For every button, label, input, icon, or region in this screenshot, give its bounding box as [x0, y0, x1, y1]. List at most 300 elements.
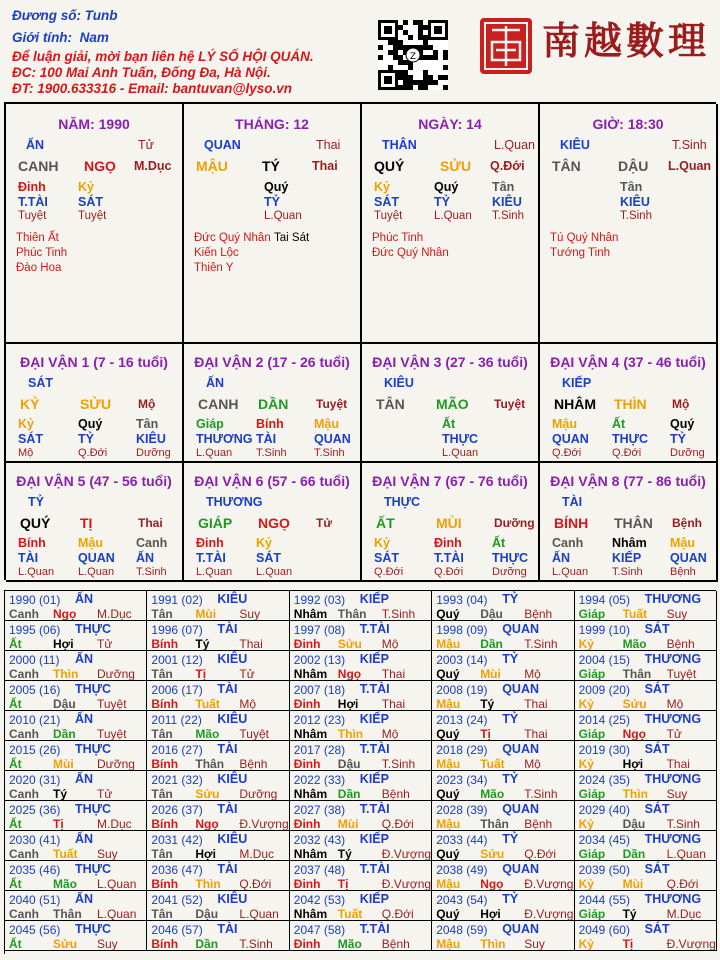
hidden-ten-god: SÁT: [78, 195, 103, 209]
year-label: 2011 (22): [151, 713, 202, 727]
year-ten-god: QUAN: [502, 682, 539, 696]
year-stem: Giáp: [578, 847, 606, 861]
special-star: Phúc Tinh: [372, 232, 424, 244]
dai-van-stem: KỶ: [20, 396, 40, 412]
year-phase: T.Sinh: [524, 787, 558, 801]
year-phase: M.Dục: [239, 847, 275, 861]
year-cell: [147, 621, 289, 651]
year-phase: Suy: [666, 787, 688, 801]
year-label: 2007 (18): [293, 683, 346, 697]
year-ten-god: KIẾP: [359, 832, 389, 846]
year-phase: Mộ: [666, 697, 684, 711]
dai-van-hidden-stem: Bính: [18, 536, 46, 550]
year-stem: Kỷ: [578, 697, 594, 711]
year-cell: [147, 861, 289, 891]
pillar-stem: QUÝ: [374, 158, 405, 174]
hidden-ten-god: TỶ: [434, 195, 450, 209]
special-star-2: Tai Sát: [274, 232, 310, 244]
year-branch: Dậu: [622, 817, 646, 831]
dai-van-ten-god: KIÊU: [384, 376, 414, 390]
year-label: 1994 (05): [578, 593, 630, 607]
dai-van-title: ĐẠI VẬN 4 (37 - 46 tuổi): [550, 354, 706, 370]
year-ten-god: THƯƠNG: [644, 712, 702, 726]
dai-van-hidden-ten-god: SÁT: [256, 551, 281, 565]
year-cell: [147, 801, 289, 831]
year-phase: Thai: [666, 757, 690, 771]
year-ten-god: T.TÀI: [359, 622, 390, 636]
year-phase: Suy: [239, 607, 261, 621]
dai-van-hidden-phase: L.Quan: [442, 447, 479, 459]
year-phase: T.Sinh: [666, 817, 700, 831]
year-label: 2046 (57): [151, 923, 203, 937]
year-ten-god: SÁT: [644, 682, 670, 696]
year-phase: Mộ: [381, 637, 399, 651]
pillar-phase: L.Quan: [494, 138, 536, 152]
year-label: 2048 (59): [436, 923, 488, 937]
year-branch: Mão: [53, 877, 77, 891]
year-ten-god: KIẾP: [359, 592, 389, 606]
year-branch: Ngọ: [195, 817, 219, 831]
dai-van-hidden-stem: Kỷ: [18, 417, 34, 431]
dai-van-hidden-stem: Ất: [612, 417, 626, 431]
dai-van-hidden-stem: Ất: [442, 417, 456, 431]
qr-code-icon[interactable]: [378, 20, 448, 90]
dai-van-hidden-ten-god: KIẾP: [612, 551, 642, 565]
dai-van-cell: [362, 344, 540, 463]
year-cell: [5, 891, 147, 921]
year-ten-god: TÀI: [217, 862, 238, 876]
year-branch: Thìn: [53, 667, 79, 681]
year-branch: Tị: [622, 937, 634, 951]
year-cell: [290, 651, 432, 681]
year-label: 2001 (12): [151, 653, 203, 667]
year-label: 2017 (28): [293, 743, 346, 757]
year-cell: [432, 771, 574, 801]
hidden-stem: Kỷ: [78, 180, 94, 194]
year-phase: Thai: [381, 697, 406, 711]
dai-van-branch: MÃO: [436, 396, 469, 412]
year-ten-god: KIẾP: [359, 892, 389, 906]
year-label: 1999 (10): [578, 623, 630, 637]
year-label: 2026 (37): [151, 803, 203, 817]
hidden-stem: Tân: [492, 180, 515, 194]
year-ten-god: TÀI: [217, 922, 238, 936]
year-phase: L.Quan: [97, 907, 137, 921]
hidden-ten-god: T.TÀI: [18, 195, 48, 209]
year-phase: T.Sinh: [381, 607, 416, 621]
year-stem: Ất: [9, 877, 22, 891]
dai-van-hidden-ten-god: SÁT: [374, 551, 399, 565]
year-stem: Kỷ: [578, 877, 594, 891]
year-phase: Đ.Vượng: [381, 847, 432, 861]
year-stem: Mậu: [436, 637, 461, 651]
hidden-phase: L.Quan: [264, 210, 302, 222]
year-phase: Dưỡng: [239, 787, 278, 801]
year-ten-god: TỶ: [502, 892, 519, 906]
dai-van-stem: CANH: [198, 396, 239, 412]
year-phase: Suy: [97, 937, 118, 951]
dai-van-ten-god: SÁT: [28, 376, 53, 390]
year-stem: Nhâm: [293, 667, 328, 681]
hidden-stem: Quý: [264, 180, 289, 194]
year-label: 2022 (33): [293, 773, 346, 787]
year-stem: Bính: [151, 937, 179, 951]
dai-van-hidden-ten-god: ẤN: [136, 551, 155, 565]
dai-van-hidden-ten-god: TÀI: [256, 432, 277, 446]
dai-van-branch: MÙI: [436, 515, 462, 531]
year-label: 2010 (21): [9, 713, 61, 727]
year-label: 1993 (04): [436, 593, 488, 607]
dai-van-hidden-stem: Kỷ: [256, 536, 272, 550]
contact-line: Để luận giải, mời bạn liên hệ LÝ SỐ HỘI QUÁN.: [12, 49, 314, 64]
dai-van-phase: Tử: [316, 516, 333, 530]
hidden-ten-god: KIÊU: [492, 195, 522, 209]
year-phase: Q.Đới: [381, 907, 414, 921]
year-cell: [5, 591, 147, 621]
year-cell: [290, 921, 432, 951]
dai-van-hidden-ten-god: THỰC: [442, 432, 479, 446]
year-cell: [290, 861, 432, 891]
pillar-phase: T.Sinh: [672, 138, 707, 152]
year-branch: Sửu: [622, 697, 647, 711]
year-ten-god: ẤN: [75, 892, 94, 906]
year-label: 2034 (45): [578, 833, 630, 847]
year-branch: Ngọ: [622, 727, 646, 741]
year-cell: [290, 891, 432, 921]
pillar-stem: TÂN: [552, 158, 581, 174]
year-label: 2000 (11): [9, 653, 60, 667]
year-phase: Tử: [239, 667, 255, 681]
year-ten-god: ẤN: [75, 592, 94, 606]
year-branch: Hợi: [337, 697, 359, 711]
dai-van-hidden-phase: Q.Đới: [78, 447, 108, 459]
year-stem: Canh: [9, 907, 39, 921]
year-branch: Mùi: [337, 817, 359, 831]
hidden-phase: Tuyệt: [78, 210, 107, 222]
year-label: 2002 (13): [293, 653, 346, 667]
dai-van-hidden-ten-god: QUAN: [670, 551, 707, 565]
year-label: 2021 (32): [151, 773, 203, 787]
year-ten-god: KIÊU: [217, 892, 248, 906]
year-phase: Thai: [381, 667, 406, 681]
year-ten-god: TỶ: [502, 712, 519, 726]
year-label: 2016 (27): [151, 743, 203, 757]
pillar-phase: Thai: [316, 138, 341, 152]
year-ten-god: KIẾP: [359, 772, 389, 786]
year-label: 2009 (20): [578, 683, 630, 697]
dai-van-phase: Mộ: [138, 397, 156, 411]
year-stem: Nhâm: [293, 787, 328, 801]
year-phase: Suy: [524, 937, 545, 951]
year-ten-god: THỰC: [75, 802, 112, 816]
year-stem: Kỷ: [578, 937, 594, 951]
dai-van-cell: [362, 463, 540, 582]
dai-van-hidden-ten-god: TỶ: [670, 432, 686, 446]
year-label: 2033 (44): [436, 833, 488, 847]
hidden-ten-god: SÁT: [374, 195, 399, 209]
special-star: Kiến Lộc: [194, 247, 239, 259]
address-line: ĐC: 100 Mai Anh Tuấn, Đống Đa, Hà Nội.: [12, 65, 271, 80]
pillar-branch-phase: L.Quan: [668, 159, 712, 173]
dai-van-cell: [6, 463, 184, 582]
dai-van-hidden-ten-god: THỰC: [492, 551, 529, 565]
pillar-ten-god: ẤN: [26, 138, 45, 152]
year-branch: Tý: [622, 907, 637, 921]
pillar-cell: [6, 104, 184, 344]
year-phase: Đ.Vượng: [524, 907, 574, 921]
year-cell: [432, 591, 574, 621]
year-label: 2038 (49): [436, 863, 488, 877]
year-stem: Canh: [9, 727, 39, 741]
year-cell: [290, 771, 432, 801]
year-stem: Tân: [151, 667, 173, 681]
year-cell: [147, 681, 289, 711]
pillar-branch-phase: Thai: [312, 159, 338, 173]
hidden-phase: T.Sinh: [620, 210, 652, 222]
svg-text:Z: Z: [409, 52, 417, 62]
year-branch: Mão: [480, 787, 505, 801]
dai-van-phase: Tuyệt: [316, 397, 348, 411]
gioi-label: Giới tính:: [12, 30, 73, 45]
dai-van-hidden-stem: Đinh: [434, 536, 462, 550]
dai-van-cell: [184, 463, 362, 582]
year-stem: Tân: [151, 787, 173, 801]
dai-van-hidden-stem: Canh: [136, 536, 168, 550]
ten-line: [12, 8, 117, 23]
header: [0, 0, 720, 100]
dai-van-branch: TỊ: [80, 515, 93, 531]
year-ten-god: THƯƠNG: [644, 772, 702, 786]
year-stem: Bính: [151, 757, 179, 771]
year-label: 2028 (39): [436, 803, 488, 817]
year-label: 1998 (09): [436, 623, 488, 637]
dai-van-hidden-phase: L.Quan: [196, 566, 233, 578]
year-label: 2003 (14): [436, 653, 488, 667]
year-branch: Tý: [195, 637, 210, 651]
ten-label: Đương số:: [12, 8, 81, 23]
year-branch: Tuất: [622, 607, 648, 621]
dai-van-hidden-stem: Mậu: [552, 417, 577, 431]
year-branch: Tị: [337, 877, 349, 891]
year-branch: Tuất: [53, 847, 78, 861]
year-label: 1997 (08): [293, 623, 346, 637]
year-label: 2014 (25): [578, 713, 630, 727]
year-phase: Bệnh: [524, 607, 553, 621]
year-label: 1991 (02): [151, 593, 203, 607]
dai-van-hidden-ten-god: QUAN: [552, 432, 589, 446]
dai-van-branch: SỬU: [80, 396, 112, 412]
year-label: 2019 (30): [578, 743, 630, 757]
dai-van-phase: Tuyệt: [494, 397, 526, 411]
year-branch: Sửu: [337, 637, 362, 651]
year-ten-god: KIẾP: [359, 712, 389, 726]
year-stem: Mậu: [436, 937, 461, 951]
year-label: 2039 (50): [578, 863, 630, 877]
year-phase: Đ.Vượng: [524, 877, 574, 891]
year-ten-god: KIÊU: [217, 592, 248, 606]
year-ten-god: ẤN: [75, 772, 94, 786]
year-branch: Dậu: [337, 757, 361, 771]
year-ten-god: THỰC: [75, 862, 112, 876]
year-branch: Mão: [622, 637, 647, 651]
year-cell: [147, 831, 289, 861]
year-ten-god: TỶ: [502, 592, 519, 606]
year-label: 2032 (43): [293, 833, 346, 847]
year-phase: L.Quan: [666, 847, 706, 861]
dai-van-hidden-phase: T.Sinh: [256, 447, 287, 459]
year-branch: Ngọ: [337, 667, 362, 681]
dai-van-hidden-stem: Tân: [136, 417, 159, 431]
year-label: 2004 (15): [578, 653, 630, 667]
year-cell: [575, 831, 717, 861]
year-ten-god: QUAN: [502, 742, 539, 756]
year-stem: Mậu: [436, 817, 461, 831]
year-stem: Kỷ: [578, 637, 594, 651]
year-ten-god: KIÊU: [217, 652, 248, 666]
year-ten-god: ẤN: [75, 832, 94, 846]
special-star: Phúc Tinh: [16, 247, 68, 259]
year-cell: [290, 711, 432, 741]
year-ten-god: SÁT: [644, 862, 670, 876]
year-cell: [575, 891, 717, 921]
year-ten-god: QUAN: [502, 862, 539, 876]
hidden-phase: Tuyệt: [374, 210, 403, 222]
year-stem: Bính: [151, 637, 179, 651]
year-cell: [5, 741, 147, 771]
gioi-value: Nam: [79, 30, 109, 45]
year-ten-god: QUAN: [502, 622, 539, 636]
year-phase: Tuyệt: [239, 727, 269, 741]
year-branch: Thìn: [337, 727, 364, 741]
year-branch: Tý: [337, 847, 352, 861]
year-cell: [432, 831, 574, 861]
year-cell: [575, 801, 717, 831]
dai-van-hidden-stem: Kỷ: [374, 536, 390, 550]
year-stem: Tân: [151, 847, 173, 861]
year-stem: Mậu: [436, 877, 461, 891]
dai-van-stem: QUÝ: [20, 515, 51, 531]
year-ten-god: QUAN: [502, 802, 539, 816]
year-cell: [5, 681, 147, 711]
year-ten-god: THƯƠNG: [644, 892, 702, 906]
year-cell: [5, 831, 147, 861]
year-ten-god: T.TÀI: [359, 682, 390, 696]
year-label: 2041 (52): [151, 893, 203, 907]
gioi-line: [12, 30, 109, 45]
dai-van-hidden-phase: Q.Đới: [434, 566, 464, 578]
pillar-branch: TÝ: [262, 158, 280, 174]
year-label: 2043 (54): [436, 893, 488, 907]
year-branch: Mùi: [53, 757, 74, 771]
year-ten-god: THỰC: [75, 622, 112, 636]
year-ten-god: SÁT: [644, 922, 670, 936]
year-cell: [5, 861, 147, 891]
year-branch: Dần: [480, 637, 503, 651]
pillar-branch-phase: Q.Đới: [490, 159, 525, 173]
year-phase: Bệnh: [381, 937, 410, 951]
year-cell: [575, 921, 717, 951]
hidden-phase: T.Sinh: [492, 210, 524, 222]
dai-van-hidden-phase: L.Quan: [78, 566, 115, 578]
year-branch: Tuất: [195, 697, 220, 711]
year-ten-god: T.TÀI: [359, 802, 390, 816]
year-label: 2027 (38): [293, 803, 346, 817]
dai-van-ten-god: THỰC: [384, 495, 421, 509]
dai-van-cell: [6, 344, 184, 463]
year-cell: [575, 711, 717, 741]
year-cell: [575, 861, 717, 891]
dai-van-stem: ẤT: [376, 515, 395, 531]
year-cell: [147, 891, 289, 921]
year-cell: [147, 771, 289, 801]
year-phase: Tử: [97, 787, 113, 801]
special-star: Đào Hoa: [16, 262, 62, 274]
year-cell: [147, 741, 289, 771]
year-phase: M.Dục: [97, 817, 132, 831]
year-label: 2040 (51): [9, 893, 61, 907]
year-ten-god: TỶ: [502, 832, 519, 846]
year-phase: T.Sinh: [524, 637, 558, 651]
brand-logo-text: 南越數理: [542, 18, 711, 63]
year-ten-god: T.TÀI: [359, 862, 390, 876]
year-stem: Nhâm: [293, 847, 328, 861]
year-cell: [432, 711, 574, 741]
dai-van-stem: BÍNH: [554, 515, 589, 531]
dai-van-hidden-stem: Đinh: [196, 536, 224, 550]
dai-van-hidden-phase: T.Sinh: [136, 566, 167, 578]
dai-van-cell: [184, 344, 362, 463]
ten-value: Tunb: [84, 8, 118, 23]
pillar-branch: DẬU: [618, 158, 649, 174]
year-cell: [290, 801, 432, 831]
year-branch: Dậu: [53, 697, 76, 711]
dai-van-hidden-phase: L.Quan: [552, 566, 589, 578]
year-label: 2023 (34): [436, 773, 488, 787]
year-cell: [147, 711, 289, 741]
year-ten-god: SÁT: [644, 802, 670, 816]
year-branch: Ngọ: [480, 877, 504, 891]
year-cell: [147, 921, 289, 951]
dai-van-title: ĐẠI VẬN 3 (27 - 36 tuổi): [372, 354, 528, 370]
year-label: 2029 (40): [578, 803, 630, 817]
year-label: 2030 (41): [9, 833, 61, 847]
year-stem: Tân: [151, 607, 173, 621]
year-stem: Ất: [9, 817, 22, 831]
pillar-title: NĂM: 1990: [58, 116, 130, 132]
dai-van-hidden-ten-god: T.TÀI: [434, 551, 464, 565]
year-branch: Mùi: [480, 667, 501, 681]
year-stem: Kỷ: [578, 757, 594, 771]
year-stem: Quý: [436, 727, 460, 741]
year-stem: Canh: [9, 787, 39, 801]
year-phase: T.Sinh: [381, 757, 416, 771]
year-ten-god: TÀI: [217, 682, 238, 696]
dai-van-phase: Bệnh: [672, 516, 702, 530]
special-star: Thiên Y: [194, 262, 234, 274]
year-branch: Thìn: [195, 877, 221, 891]
dai-van-ten-god: TÀI: [562, 495, 583, 509]
year-label: 1992 (03): [293, 593, 346, 607]
dai-van-phase: Thai: [138, 516, 163, 530]
year-label: 2008 (19): [436, 683, 488, 697]
year-stem: Bính: [151, 817, 179, 831]
year-stem: Đinh: [293, 817, 321, 831]
year-branch: Dậu: [195, 907, 219, 921]
year-label: 2047 (58): [293, 923, 346, 937]
year-stem: Canh: [9, 607, 39, 621]
year-label: 2049 (60): [578, 923, 630, 937]
year-label: 2020 (31): [9, 773, 61, 787]
